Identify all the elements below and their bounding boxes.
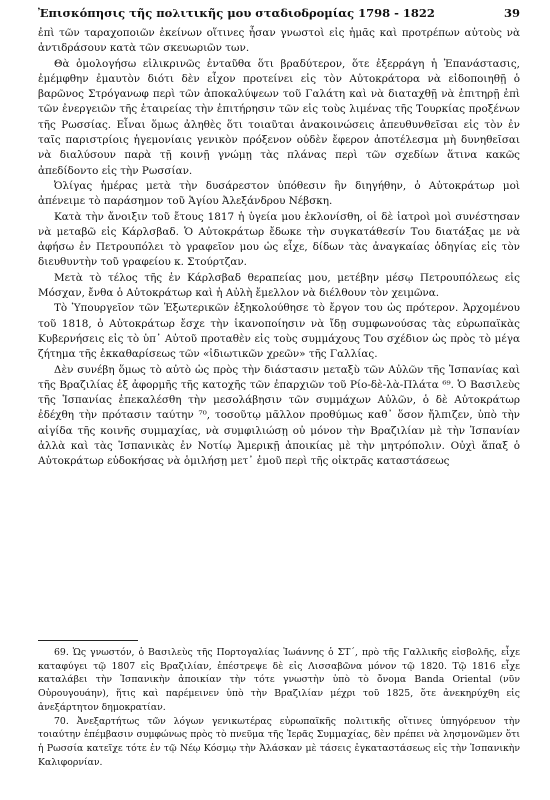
- paragraph: Δὲν συνέβη ὅμως τὸ αὐτὸ ὡς πρὸς τὴν διάστασιν μεταξὺ τῶν Αὐλῶν τῆς Ἱσπανίας καὶ τῆς Βραζιλίας ἐξ ἀφορμῆς τῆς κατοχῆς τῶν ἐπαρχιῶν τοῦ Ρίο-δὲ-λὰ-Πλάτα ⁶⁹. Ὁ Βασιλεὺς τῆς Ἱσπανίας ἐπεκαλέσθη τὴν μεσολάβησιν τῶν συμμάχων Αὐλῶν, ὁ δὲ Αὐτοκράτωρ ἐδέχθη τὴν πρότασιν ταύτην ⁷⁰, τοσοῦτῳ μᾶλλον προθύμως καθ᾽ ὅσον ἤλπιζεν, ὑπὸ τὴν αἰγίδα τῆς κοινῆς συμμαχίας, νὰ συμφιλιώσῃ οὐ μόνον τὴν Βραζιλίαν μὲ τὴν Ἱσπανίαν ἀλλὰ καὶ τὰς Ἱσπανικὰς ἐν Νοτίῳ Ἀμερικῇ ἀποικίας μὲ τὴν μητρόπολιν. Οὐχὶ ἅπαξ ὁ Αὐτοκράτωρ εὐδοκήσας νὰ ὁμιλήσῃ μετ᾽ ἐμοῦ περὶ τῆς οἰκτρᾶς καταστάσεως: [38, 363, 520, 468]
- paragraph: Θὰ ὁμολογήσω εἰλικρινῶς ἐνταῦθα ὅτι βραδύτερον, ὅτε ἐξερράγη ἡ Ἐπανάστασις, ἐμέμφθην ἐμαυτὸν διότι δὲν εἶχον προτείνει εἰς τὸν Αὐτοκράτορα νὰ εἰδοποιηθῇ ὁ βαρῶνος Στρόγανωφ περὶ τῶν ἀποκαλύψεων τοῦ Γαλάτη καὶ νὰ διαταχθῇ νὰ ἐπιτηρῇ ἐπὶ τῶν ἐνεργειῶν τῆς ἑταιρείας τὴν ἐπιτήρησιν τῶν εἰς τοὺς λιμένας τῆς Τουρκίας προξένων τῆς Ρωσσίας. Εἶναι ὅμως ἀληθὲς ὅτι τοιαῦται ἀνακοινώσεις ἀπευθυνθεῖσαι εἰς τὸν ἐν ταῖς παριστρίοις ἡγεμονίαις γενικὸν πρόξενον οὐδὲν ἔφερον ἀποτέλεσμα μὴ δυνηθεῖσαι νὰ διαλύσουν παρὰ τῇ κοινῇ γνώμῃ τὰς πλάνας περὶ τῶν σχεδίων ἅτινα κακῶς ἀπεδίδοντο εἰς τὴν Ρωσσίαν.: [38, 57, 520, 177]
- footnote: 70. Ἀνεξαρτήτως τῶν λόγων γενικωτέρας εὐρωπαϊκῆς πολιτικῆς οἵτινες ὑπηγόρευον τὴν τοιαύτην ἐπέμβασιν συμφώνως πρὸς τὸ πνεῦμα τῆς Ἱερᾶς Συμμαχίας, δὲν πρέπει νὰ λησμονῶμεν ὅτι ἡ Ρωσσία κατεῖχε τότε ἐν τῷ Νέῳ Κόσμῳ τὴν Ἀλάσκαν μὲ τάσεις ἐγκαταστάσεως εἰς τὴν Ἱσπανικὴν Καλιφορνίαν.: [38, 715, 520, 768]
- main-text: [38, 26, 520, 470]
- running-header: [38, 6, 520, 22]
- paragraph: Ὀλίγας ἡμέρας μετὰ τὴν δυσάρεστον ὑπόθεσιν ἣν διηγήθην, ὁ Αὐτοκράτωρ μοὶ ἀπένειμε τὸ παράσημον τοῦ Ἁγίου Ἀλεξάνδρου Νέβσκη.: [38, 179, 520, 208]
- paragraph: Μετὰ τὸ τέλος τῆς ἐν Κάρλσβαδ θεραπείας μου, μετέβην μέσῳ Πετρουπόλεως εἰς Μόσχαν, ἔνθα ὁ Αὐτοκράτωρ καὶ ἡ Αὐλὴ ἔμελλον νὰ διέλθουν τὸν χειμῶνα.: [38, 271, 520, 300]
- footnote-divider: [38, 640, 138, 641]
- paragraph: Τὸ Ὑπουργεῖον τῶν Ἐξωτερικῶν ἐξηκολούθησε τὸ ἔργον του ὡς πρότερον. Ἀρχομένου τοῦ 1818, ὁ Αὐτοκράτωρ ἔσχε τὴν ἱκανοποίησιν νὰ ἴδῃ συμφωνούσας τὰς εὐρωπαϊκὰς Κυβερνήσεις εἰς τὸ ὑπ᾽ Αὐτοῦ προταθὲν εἰς τοὺς συμμάχους Του σχέδιον ὡς πρὸς τὸ μέγα ζήτημα τῆς ἐκκαθαρίσεως τῶν «ἰδιωτικῶν χρεῶν» τῆς Γαλλίας.: [38, 302, 520, 361]
- paragraph: ἐπὶ τῶν ταραχοποιῶν ἐκείνων οἵτινες ἦσαν γνωστοὶ εἰς ἡμᾶς καὶ προτρέπων αὐτοὺς νὰ ἀντιδράσουν κατὰ τῶν σκευωριῶν των.: [38, 27, 520, 55]
- footnote: 69. Ὡς γνωστόν, ὁ Βασιλεὺς τῆς Πορτογαλίας Ἰωάννης ὁ ΣΤ΄, πρὸ τῆς Γαλλικῆς εἰσβολῆς, εἶχε καταφύγει τῷ 1807 εἰς Βραζιλίαν, ἐπέστρεψε δὲ εἰς Λισσαβῶνα μόνον τῷ 1820. Τῷ 1816 εἶχε καταλάβει τὴν Ἱσπανικὴν ἀποικίαν τὴν τότε γνωστὴν ὑπὸ τὸ ὄνομα Banda Oriental (νῦν Οὐρουγουάην), ἥτις καὶ παρέμεινεν ὑπὸ τὴν Βραζιλίαν μέχρι τοῦ 1825, ὅτε ἀνεκηρύχθη εἰς ἀνεξάρτητον δημοκρατίαν.: [38, 647, 520, 713]
- running-title: Ἐπισκόπησις τῆς πολιτικῆς μου σταδιοδρομίας 1798 - 1822: [38, 6, 435, 20]
- paragraph: Κατὰ τὴν ἄνοιξιν τοῦ ἔτους 1817 ἡ ὑγεία μου ἐκλονίσθη, οἱ δὲ ἰατροὶ μοὶ συνέστησαν νὰ μεταβῶ εἰς Κάρλσβαδ. Ὁ Αὐτοκράτωρ ἔδωκε τὴν συγκατάθεσίν Του διατάξας με νὰ ἀφήσω ἐν Πετρουπόλει τὸ γραφεῖον μου ὡς εἶχε, δίδων τὰς ἀναγκαίας ὁδηγίας εἰς τὸν διευθυντὴν τοῦ γραφείου κ. Στούρτζαν.: [38, 210, 520, 269]
- footnotes: [38, 646, 520, 769]
- page-number: 39: [503, 6, 520, 20]
